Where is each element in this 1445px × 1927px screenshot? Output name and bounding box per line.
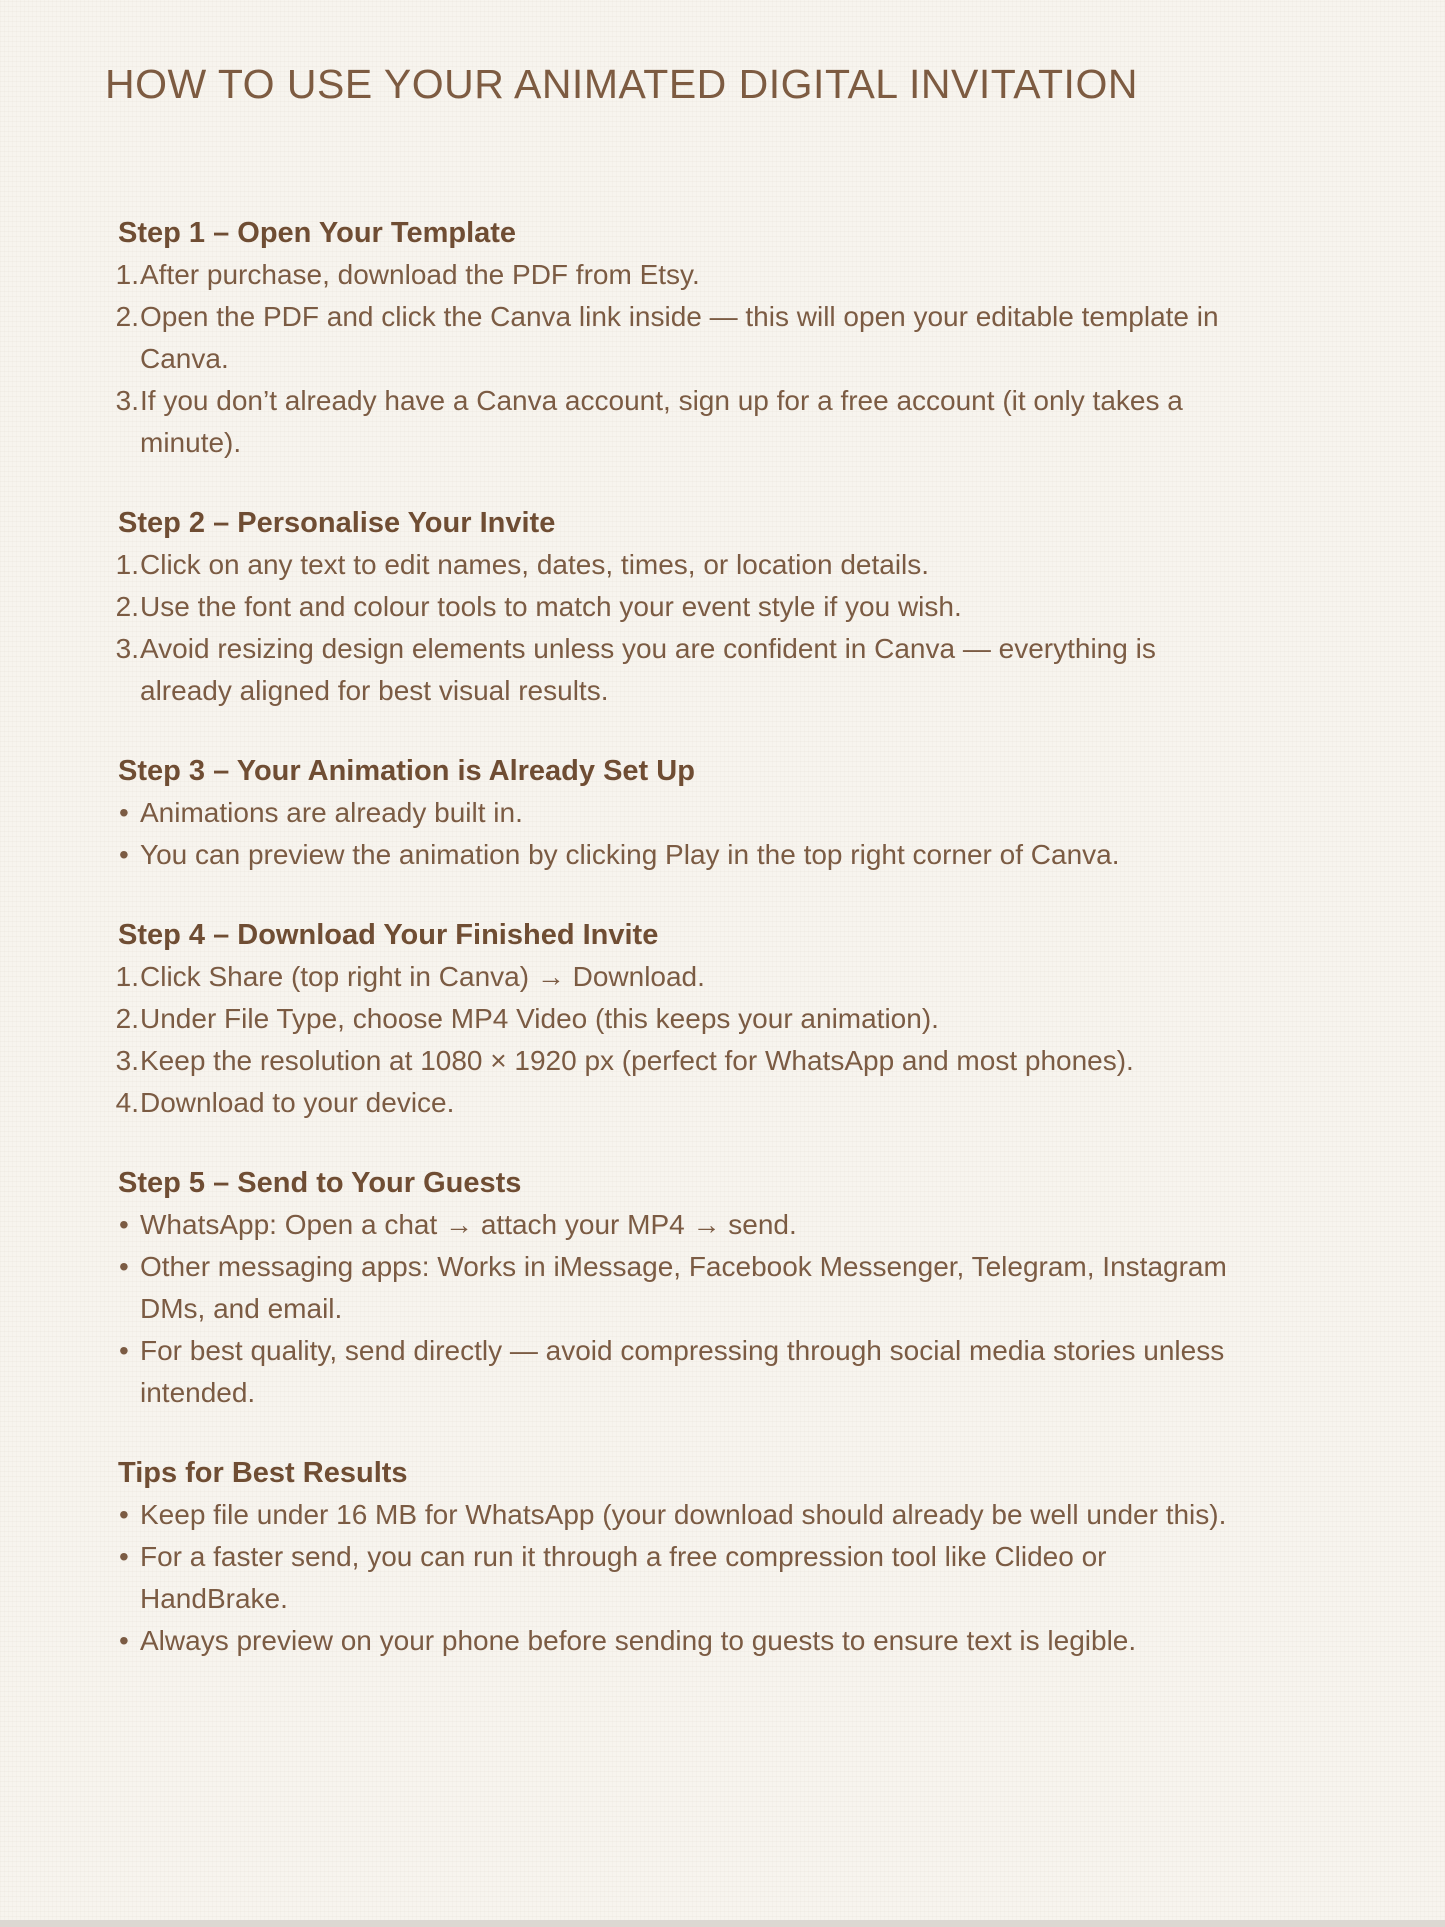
list-item: • For a faster send, you can run it through a free compression tool like Clideo or HandBrake.	[140, 1536, 1255, 1620]
list-item: • WhatsApp: Open a chat → attach your MP4 → send.	[140, 1204, 1255, 1246]
section-step-4	[118, 914, 1255, 1124]
bulleted-list	[118, 1494, 1255, 1662]
section-tips	[118, 1452, 1255, 1662]
list-item: • Other messaging apps: Works in iMessage, Facebook Messenger, Telegram, Instagram DMs, and email.	[140, 1246, 1255, 1330]
section-heading: Step 2 – Personalise Your Invite	[118, 507, 556, 539]
bulleted-list	[118, 1204, 1255, 1414]
bulleted-list	[118, 792, 1255, 876]
page-title: HOW TO USE YOUR ANIMATED DIGITAL INVITATION	[105, 61, 1138, 107]
list-item: • Keep file under 16 MB for WhatsApp (your download should already be well under this).	[140, 1494, 1255, 1536]
list-item: If you don’t already have a Canva account, sign up for a free account (it only takes a minute).	[140, 385, 1183, 458]
section-heading: Step 5 – Send to Your Guests	[118, 1167, 522, 1199]
list-item: Download to your device.	[140, 1087, 455, 1118]
numbered-list	[118, 956, 1255, 1124]
section-heading: Step 4 – Download Your Finished Invite	[118, 919, 659, 951]
list-item: Keep the resolution at 1080 × 1920 px (perfect for WhatsApp and most phones).	[140, 1045, 1134, 1076]
list-item: • For best quality, send directly — avoid compressing through social media stories unless intended.	[140, 1330, 1255, 1414]
list-item: After purchase, download the PDF from Etsy.	[140, 259, 700, 290]
numbered-list	[118, 544, 1255, 712]
list-item: • You can preview the animation by clicking Play in the top right corner of Canva.	[140, 834, 1255, 876]
section-heading: Step 1 – Open Your Template	[118, 217, 517, 249]
numbered-list	[118, 254, 1255, 464]
section-step-3	[118, 750, 1255, 876]
list-item: Click Share (top right in Canva) → Download.	[140, 961, 705, 992]
list-item: • Always preview on your phone before sending to guests to ensure text is legible.	[140, 1620, 1255, 1662]
section-step-5	[118, 1162, 1255, 1414]
section-heading: Tips for Best Results	[118, 1457, 408, 1489]
list-item: • Animations are already built in.	[140, 792, 1255, 834]
section-heading: Step 3 – Your Animation is Already Set Up	[118, 755, 695, 787]
section-step-2	[118, 502, 1255, 712]
list-item: Avoid resizing design elements unless you are confident in Canva — everything is already aligned for best visual results.	[140, 633, 1156, 706]
page-bottom-edge	[0, 1920, 1445, 1927]
section-step-1	[118, 212, 1255, 464]
list-item: Open the PDF and click the Canva link inside — this will open your editable template in Canva.	[140, 301, 1219, 374]
list-item: Click on any text to edit names, dates, times, or location details.	[140, 549, 930, 580]
list-item: Use the font and colour tools to match your event style if you wish.	[140, 591, 962, 622]
list-item: Under File Type, choose MP4 Video (this keeps your animation).	[140, 1003, 939, 1034]
